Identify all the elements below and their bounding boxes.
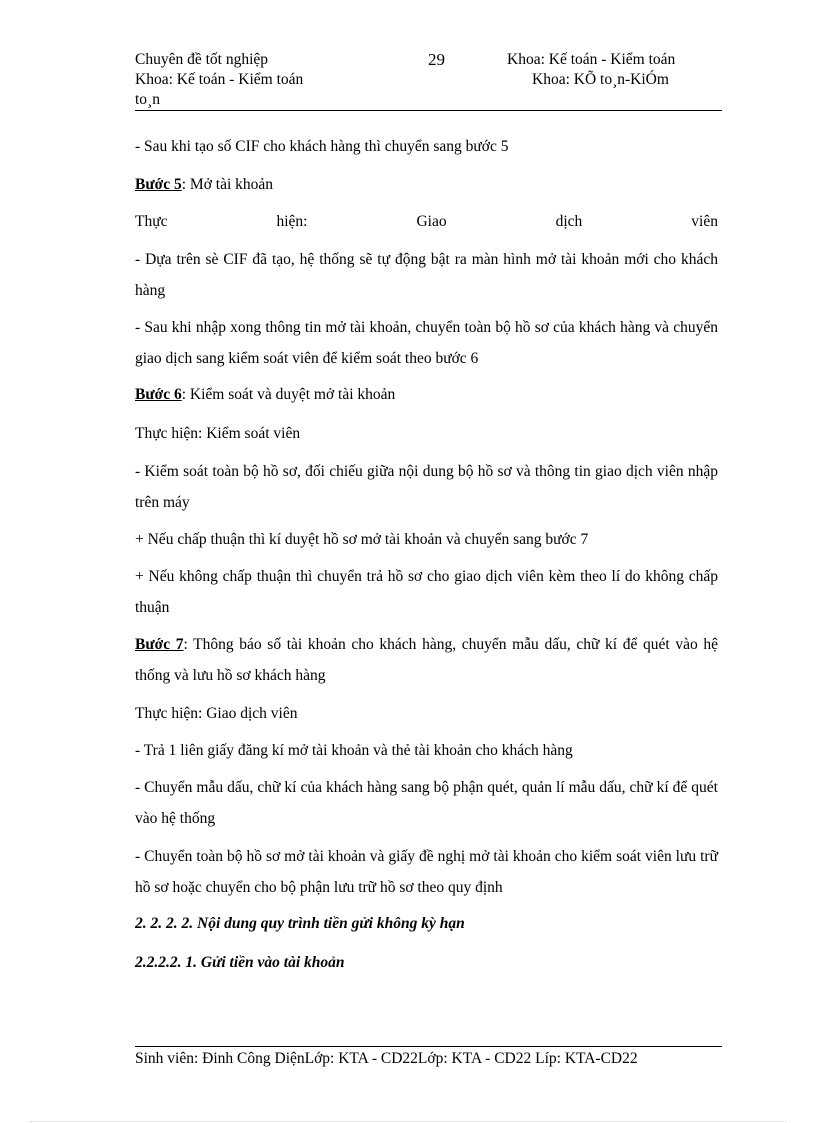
footer-rule bbox=[135, 1046, 722, 1047]
header-rule bbox=[135, 110, 722, 111]
step6-label: Bước 6 bbox=[135, 386, 182, 403]
step7-text: : Thông báo số tài khoản cho khách hàng, chuyển mẫu dấu, chữ kí để quét vào hệ thống và lưu hồ sơ khách hàng bbox=[135, 636, 718, 684]
step5-text: : Mở tài khoản bbox=[181, 176, 274, 193]
paragraph-approve-case: + Nếu chấp thuận thì kí duyệt hồ sơ mở tài khoản và chuyển sang bước 7 bbox=[135, 531, 589, 548]
paragraph-control-documents: - Kiểm soát toàn bộ hồ sơ, đối chiếu giữa nội dung bộ hồ sơ và thông tin giao dịch viên nhập trên máy bbox=[135, 463, 718, 511]
header-left-line1: Chuyên đề tốt nghiệp bbox=[135, 51, 269, 68]
paragraph-scan-signatures: - Chuyển mẫu dấu, chữ kí của khách hàng sang bộ phận quét, quản lí mẫu dấu, chữ kí để quét vào hệ thống bbox=[135, 779, 718, 827]
executor-line-3: Thực hiện: Giao dịch viên bbox=[135, 705, 298, 722]
paragraph-archive-documents: - Chuyển toàn bộ hồ sơ mở tài khoản và giấy đề nghị mở tài khoản cho kiểm soát viên lưu trữ hồ sơ hoặc chuyển cho bộ phận lưu trữ hồ sơ theo quy định bbox=[135, 848, 718, 896]
executor-word: hiện: bbox=[276, 213, 308, 230]
step7-paragraph bbox=[135, 629, 718, 691]
executor-word: Thực bbox=[135, 213, 168, 230]
executor-word: viên bbox=[691, 213, 718, 230]
executor-word: dịch bbox=[555, 213, 583, 230]
header-right-line2: Khoa: KÕ to¸n-KiÓm bbox=[532, 71, 669, 88]
paragraph-transfer-to-controller: - Sau khi nhập xong thông tin mở tài khoản, chuyển toàn bộ hồ sơ của khách hàng và chuyển giao dịch sang kiểm soát viên để kiểm soát theo bước 6 bbox=[135, 319, 718, 367]
header-right-line1: Khoa: Kế toán - Kiểm toán bbox=[507, 51, 676, 68]
executor-word: Giao bbox=[416, 213, 447, 230]
page-number: 29 bbox=[428, 50, 445, 69]
paragraph-reject-case: + Nếu không chấp thuận thì chuyển trả hồ sơ cho giao dịch viên kèm theo lí do không chấp thuận bbox=[135, 568, 718, 616]
subsection-heading: 2.2.2.2. 1. Gửi tiền vào tài khoản bbox=[135, 954, 345, 971]
step7-label: Bước 7 bbox=[135, 636, 184, 653]
step5-line bbox=[135, 175, 718, 195]
step6-text: : Kiểm soát và duyệt mở tài khoản bbox=[181, 386, 396, 403]
footer-student-info: Sinh viên: Đinh Công DiệnLớp: KTA - CD22Lớp: KTA - CD22 Líp: KTA-CD22 bbox=[135, 1050, 638, 1067]
header-left-line2: Khoa: Kế toán - Kiểm toán bbox=[135, 71, 304, 88]
page-break-line bbox=[30, 1121, 786, 1122]
paragraph-open-account-screen: - Dựa trên sè CIF đã tạo, hệ thống sẽ tự động bật ra màn hình mở tài khoản mới cho khách hàng bbox=[135, 251, 718, 299]
step6-line bbox=[135, 385, 718, 405]
paragraph-return-card: - Trả 1 liên giấy đăng kí mở tài khoản và thẻ tài khoản cho khách hàng bbox=[135, 742, 573, 759]
executor-line-1 bbox=[135, 212, 718, 232]
section-heading: 2. 2. 2. 2. Nội dung quy trình tiền gửi không kỳ hạn bbox=[135, 915, 465, 932]
paragraph-cif-step: - Sau khi tạo số CIF cho khách hàng thì chuyển sang bước 5 bbox=[135, 138, 509, 155]
step5-label: Bước 5 bbox=[135, 176, 182, 193]
header-left-line3: to¸n bbox=[135, 91, 160, 108]
executor-line-2: Thực hiện: Kiểm soát viên bbox=[135, 425, 301, 442]
